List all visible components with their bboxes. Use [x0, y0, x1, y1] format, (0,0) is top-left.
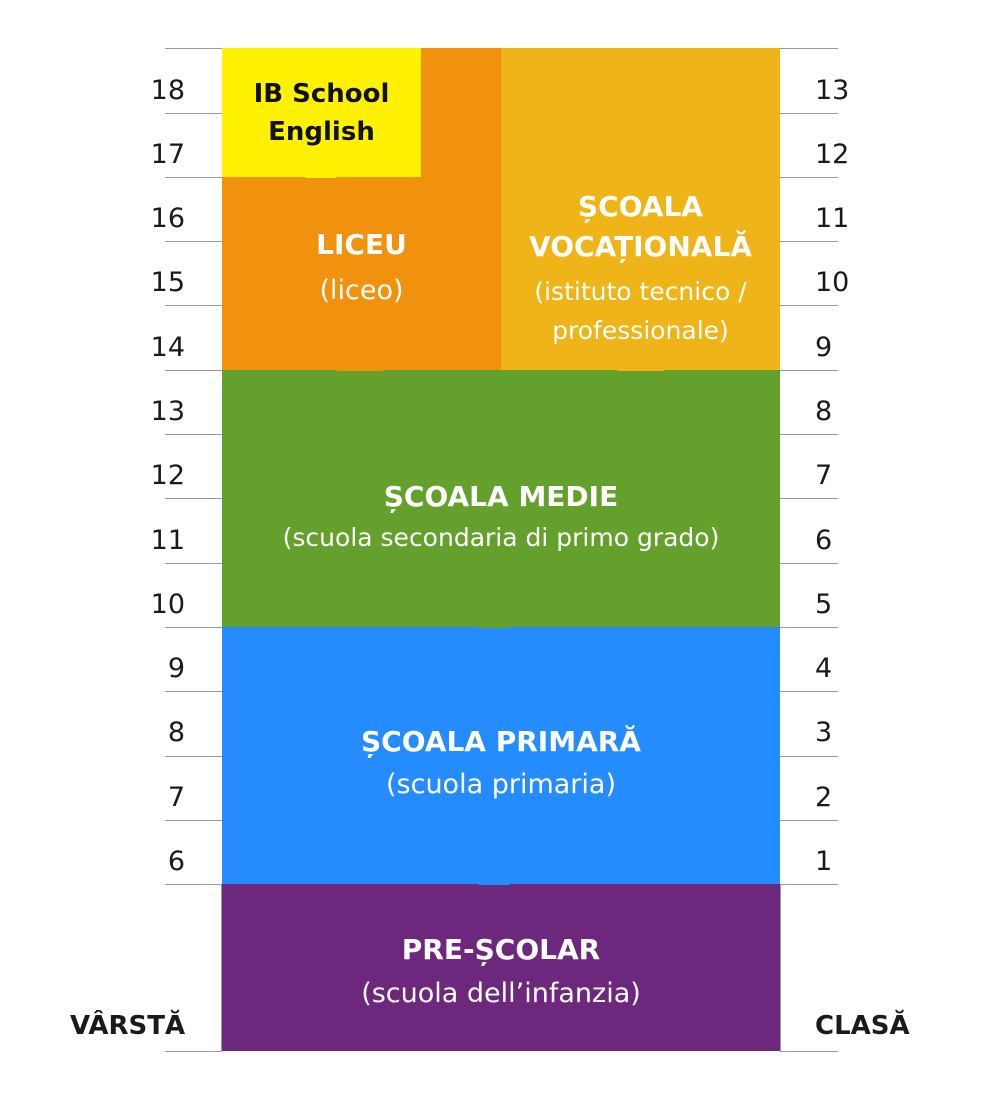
age-gridline: [165, 498, 222, 499]
vocational-subtitle-2: professionale): [552, 316, 729, 345]
liceu-title: LICEU: [316, 228, 407, 261]
prescolar-block: [222, 884, 780, 1051]
age-label: 6: [167, 846, 185, 877]
class-label: 1: [815, 846, 833, 877]
age-gridline: [165, 756, 222, 757]
age-gridline: [165, 370, 222, 371]
vocational-subtitle-1: (istituto tecnico /: [534, 277, 747, 306]
vocational-title-2: VOCAȚIONALĂ: [529, 230, 752, 263]
class-gridline: [780, 627, 838, 628]
class-label: 2: [815, 782, 833, 813]
age-label: 15: [150, 267, 185, 298]
age-label: 16: [150, 203, 185, 234]
class-label: 12: [815, 139, 850, 170]
class-gridline: [780, 1051, 838, 1052]
class-label: 10: [815, 267, 850, 298]
primara-subtitle: (scuola primaria): [386, 769, 616, 800]
class-gridline: [780, 820, 838, 821]
class-label: 13: [815, 75, 850, 106]
class-label: 8: [815, 396, 833, 427]
age-gridline: [165, 177, 222, 178]
age-gridline: [165, 434, 222, 435]
class-gridline: [780, 241, 838, 242]
prescolar-title: PRE-ȘCOLAR: [401, 933, 601, 966]
ib-block: [222, 48, 421, 177]
class-header: CLASĂ: [815, 1011, 910, 1041]
age-gridline: [165, 113, 222, 114]
age-label: 17: [150, 139, 185, 170]
class-gridline: [780, 756, 838, 757]
age-gridline: [165, 884, 222, 885]
class-label: 4: [815, 653, 833, 684]
age-label: 8: [167, 717, 185, 748]
liceu-subtitle: (liceo): [319, 275, 404, 306]
age-label: 10: [150, 589, 185, 620]
age-gridline: [165, 820, 222, 821]
scoala-primara-block: [222, 627, 780, 884]
class-gridline: [780, 691, 838, 692]
class-label: 5: [815, 589, 833, 620]
age-label: 11: [150, 525, 185, 556]
age-label: 7: [167, 782, 185, 813]
age-gridline: [165, 1051, 222, 1052]
age-gridline: [165, 627, 222, 628]
age-gridline: [165, 48, 222, 49]
class-label: 9: [815, 332, 833, 363]
class-label: 3: [815, 717, 833, 748]
class-label: 6: [815, 525, 833, 556]
medie-subtitle: (scuola secondaria di primo grado): [282, 523, 720, 552]
age-label: 9: [167, 653, 185, 684]
age-gridline: [165, 241, 222, 242]
class-gridline: [780, 370, 838, 371]
age-label: 13: [150, 396, 185, 427]
class-gridline: [780, 305, 838, 306]
age-header: VÂRSTĂ: [70, 1011, 186, 1041]
class-gridline: [780, 48, 838, 49]
vocational-title-1: ȘCOALA: [578, 190, 703, 223]
class-gridline: [780, 177, 838, 178]
ib-line-1: IB School: [253, 79, 390, 109]
class-gridline: [780, 434, 838, 435]
vocational-block: [501, 48, 780, 370]
right-edge-line: [780, 884, 781, 1052]
age-label: 18: [150, 75, 185, 106]
class-gridline: [780, 113, 838, 114]
age-label: 12: [150, 460, 185, 491]
class-gridline: [780, 498, 838, 499]
age-label: 14: [150, 332, 185, 363]
medie-title: ȘCOALA MEDIE: [383, 480, 619, 513]
scoala-medie-block: [222, 370, 780, 627]
class-gridline: [780, 884, 838, 885]
class-gridline: [780, 563, 838, 564]
age-gridline: [165, 691, 222, 692]
class-label: 11: [815, 203, 850, 234]
age-gridline: [165, 563, 222, 564]
age-gridline: [165, 305, 222, 306]
class-label: 7: [815, 460, 833, 491]
prescolar-subtitle: (scuola dell’infanzia): [361, 978, 641, 1009]
ib-line-2: English: [268, 117, 375, 147]
primara-title: ȘCOALA PRIMARĂ: [361, 725, 641, 758]
